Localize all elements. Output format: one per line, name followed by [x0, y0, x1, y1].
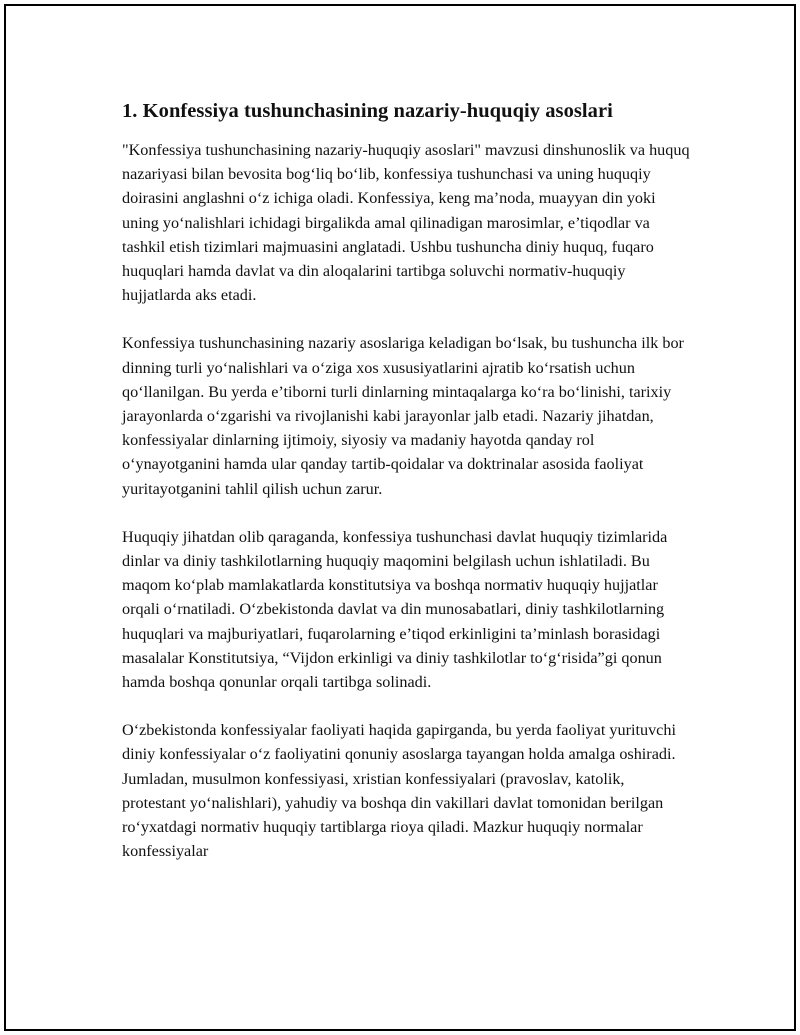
paragraph-2: Konfessiya tushunchasining nazariy asoslariga keladigan bo‘lsak, bu tushuncha ilk bor dinning turli yo‘nalishlari va o‘ziga xos xususiyatlarini ajratib ko‘rsatish uchun qo‘llanilgan. Bu yerda e’tiborni turli dinlarning mintaqalarga ko‘ra bo‘linishi, tarixiy jarayonlarda o‘zgarishi va rivojlanishi kabi jarayonlar jalb etadi. Nazariy jihatdan, konfessiyalar dinlarning ijtimoiy, siyosiy va madaniy hayotda qanday rol o‘ynayotganini hamda ular qanday tartib-qoidalar va doktrinalar asosida faoliyat yuritayotganini tahlil qilish uchun zarur. — [122, 334, 684, 498]
document-body — [122, 98, 692, 887]
paragraph-4: O‘zbekistonda konfessiyalar faoliyati haqida gapirganda, bu yerda faoliyat yurituvchi diniy konfessiyalar o‘z faoliyatini qonuniy asoslarga tayangan holda amalga oshiradi. Jumladan, musulmon konfessiyasi, xristian konfessiyalari (pravoslav, katolik, protestant yo‘nalishlari), yahudiy va boshqa din vakillari davlat tomonidan berilgan ro‘yxatdagi normativ huquqiy tartiblarga rioya qiladi. Mazkur huquqiy normalar konfessiyalar — [122, 721, 676, 861]
section-heading: 1. Konfessiya tushunchasining nazariy-huquqiy asoslari — [122, 100, 613, 122]
page-frame — [4, 4, 796, 1031]
paragraph-1: "Konfessiya tushunchasining nazariy-huquqiy asoslari" mavzusi dinshunoslik va huquq nazariyasi bilan bevosita bog‘liq bo‘lib, konfessiya tushunchasi va uning huquqiy doirasini anglashni o‘z ichiga oladi. Konfessiya, keng ma’noda, muayyan din yoki uning yo‘nalishlari ichidagi birgalikda amal qilinadigan marosimlar, e’tiqodlar va tashkil etish tizimlari majmuasini anglatadi. Ushbu tushuncha diniy huquq, fuqaro huquqlari hamda davlat va din aloqalarini tartibga soluvchi normativ-huquqiy hujjatlarda aks etadi. — [122, 141, 690, 305]
paragraph-3: Huquqiy jihatdan olib qaraganda, konfessiya tushunchasi davlat huquqiy tizimlarida dinlar va diniy tashkilotlarning huquqiy maqomini belgilash uchun ishlatiladi. Bu maqom ko‘plab mamlakatlarda konstitutsiya va boshqa normativ huquqiy hujjatlar orqali o‘rnatiladi. O‘zbekistonda davlat va din munosabatlari, diniy tashkilotlarning huquqlari va majburiyatlari, fuqarolarning e’tiqod erkinligini ta’minlash borasidagi masalalar Konstitutsiya, “Vijdon erkinligi va diniy tashkilotlar to‘g‘risida”gi qonun hamda boshqa qonunlar orqali tartibga solinadi. — [122, 527, 668, 692]
